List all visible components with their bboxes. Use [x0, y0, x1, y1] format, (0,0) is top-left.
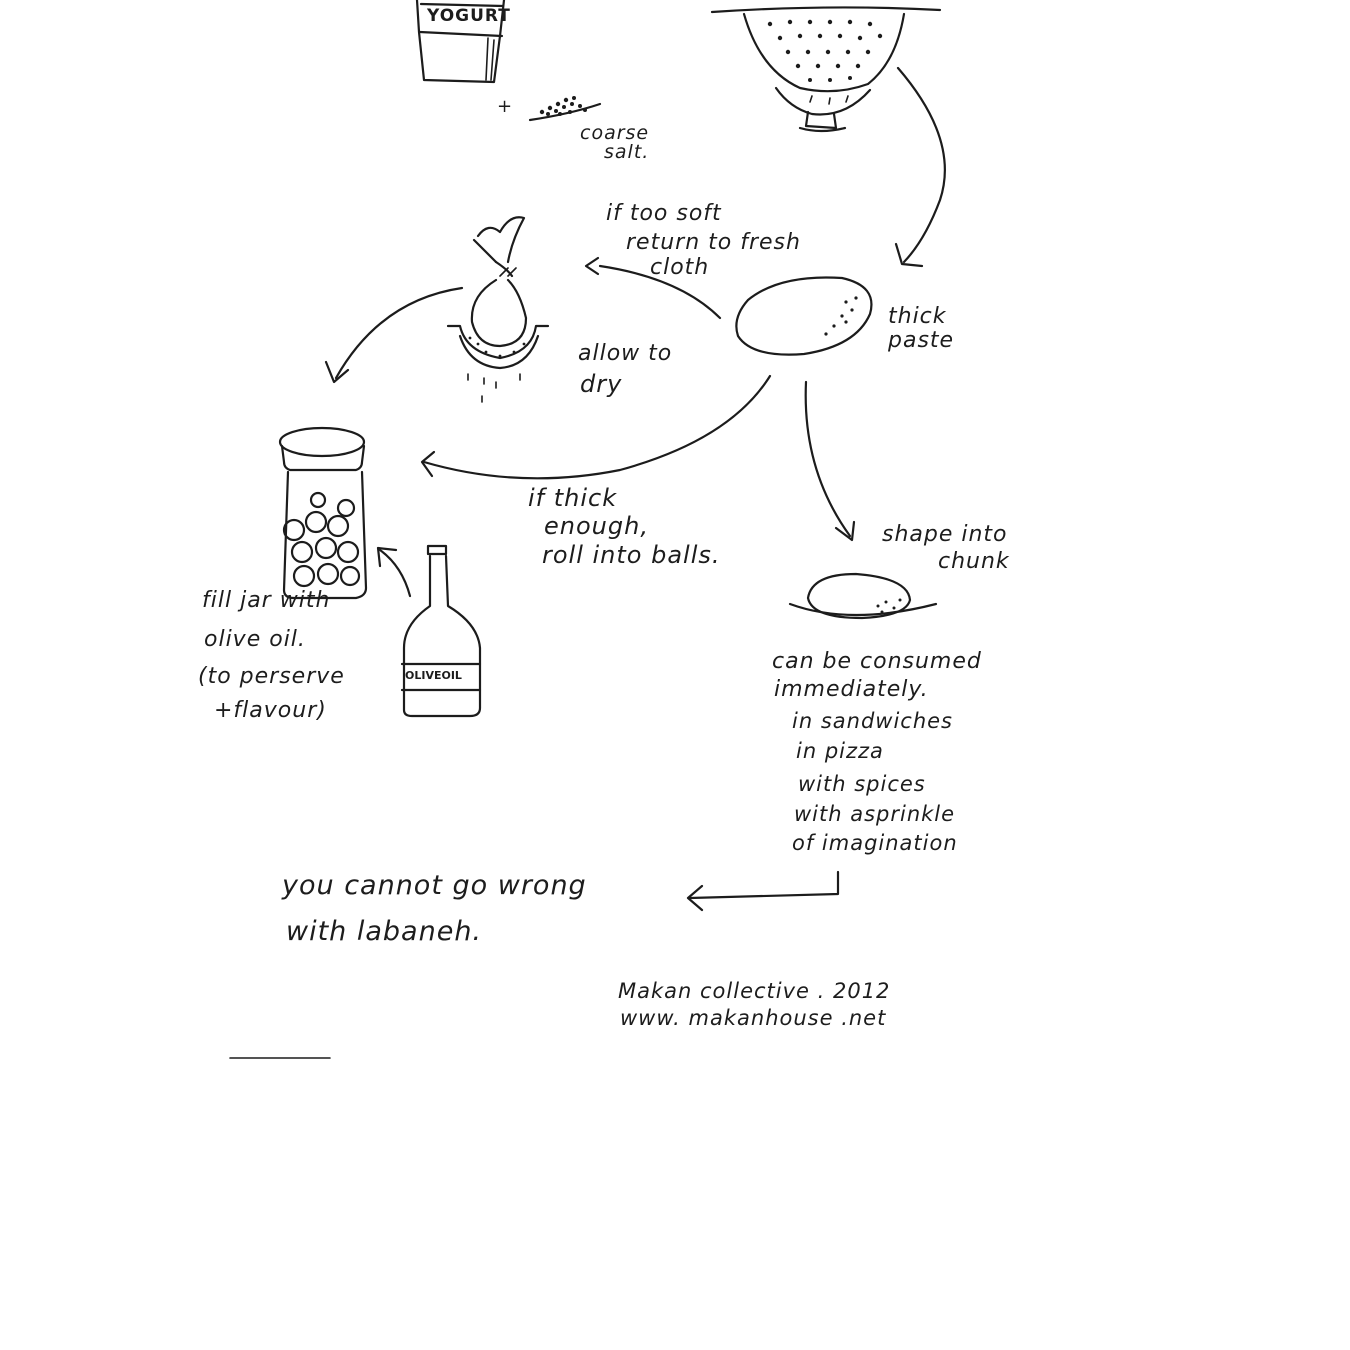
jar-icon	[280, 428, 366, 598]
coarse-salt-note-line2: salt.	[604, 141, 650, 163]
coarse-salt-note-line1: coarse	[580, 122, 650, 144]
coarse-salt-icon	[530, 96, 600, 120]
allow-to-dry-note-line2: dry	[580, 370, 623, 398]
consumed-note-line2: immediately.	[774, 677, 929, 702]
arrow-colander-to-paste	[898, 68, 945, 262]
consumed-note-line7: of imagination	[792, 831, 958, 855]
consumed-note-line6: with asprinkle	[794, 802, 956, 826]
fill-jar-note-line3: (to perserve	[198, 664, 345, 689]
too-soft-note-line3: cloth	[650, 255, 710, 280]
yogurt-label: YOGURT	[427, 6, 511, 26]
fill-jar-note-line4: +flavour)	[214, 698, 327, 723]
arrow-paste-to-cloth-head	[586, 258, 598, 274]
credit-line2: www. makanhouse .net	[620, 1006, 887, 1030]
consumed-note-line1: can be consumed	[772, 649, 982, 674]
thick-enough-note-line2: enough,	[544, 512, 649, 540]
consumed-note-line5: with spices	[798, 772, 926, 796]
consumed-note-line3: in sandwiches	[792, 709, 953, 733]
closing-note-line1: you cannot go wrong	[282, 870, 587, 901]
colander-icon	[712, 7, 940, 131]
plus-sign: +	[497, 96, 514, 117]
arrow-cloth-to-jar	[336, 288, 462, 378]
fill-jar-note-line2: olive oil.	[204, 627, 306, 652]
arrow-bottle-to-jar	[380, 550, 410, 596]
fill-jar-note-line1: fill jar with	[202, 588, 331, 613]
too-soft-note-line2: return to fresh	[626, 230, 801, 255]
thick-paste-note-line2: paste	[888, 328, 955, 353]
shape-chunk-note-line2: chunk	[938, 549, 1010, 574]
shape-chunk-note-line1: shape into	[882, 522, 1008, 547]
olive-oil-label: OLIVEOIL	[405, 669, 462, 682]
allow-to-dry-note-line1: allow to	[578, 341, 673, 366]
too-soft-note-line1: if too soft	[606, 201, 722, 226]
thick-enough-note-line1: if thick	[528, 484, 618, 512]
thick-paste-note-line1: thick	[888, 304, 947, 329]
arrow-paste-to-chunk-head	[836, 522, 854, 540]
arrow-paste-to-chunk	[806, 382, 850, 536]
thick-paste-icon	[736, 277, 871, 354]
cloth-bag-icon	[448, 217, 548, 402]
olive-oil-bottle-icon	[402, 546, 480, 716]
credit-line1: Makan collective . 2012	[618, 979, 891, 1003]
chunk-icon	[790, 574, 936, 618]
closing-note-line2: with labaneh.	[286, 916, 483, 947]
consumed-note-line4: in pizza	[796, 739, 884, 763]
thick-enough-note-line3: roll into balls.	[542, 541, 721, 569]
arrow-list-to-closing	[690, 872, 838, 898]
